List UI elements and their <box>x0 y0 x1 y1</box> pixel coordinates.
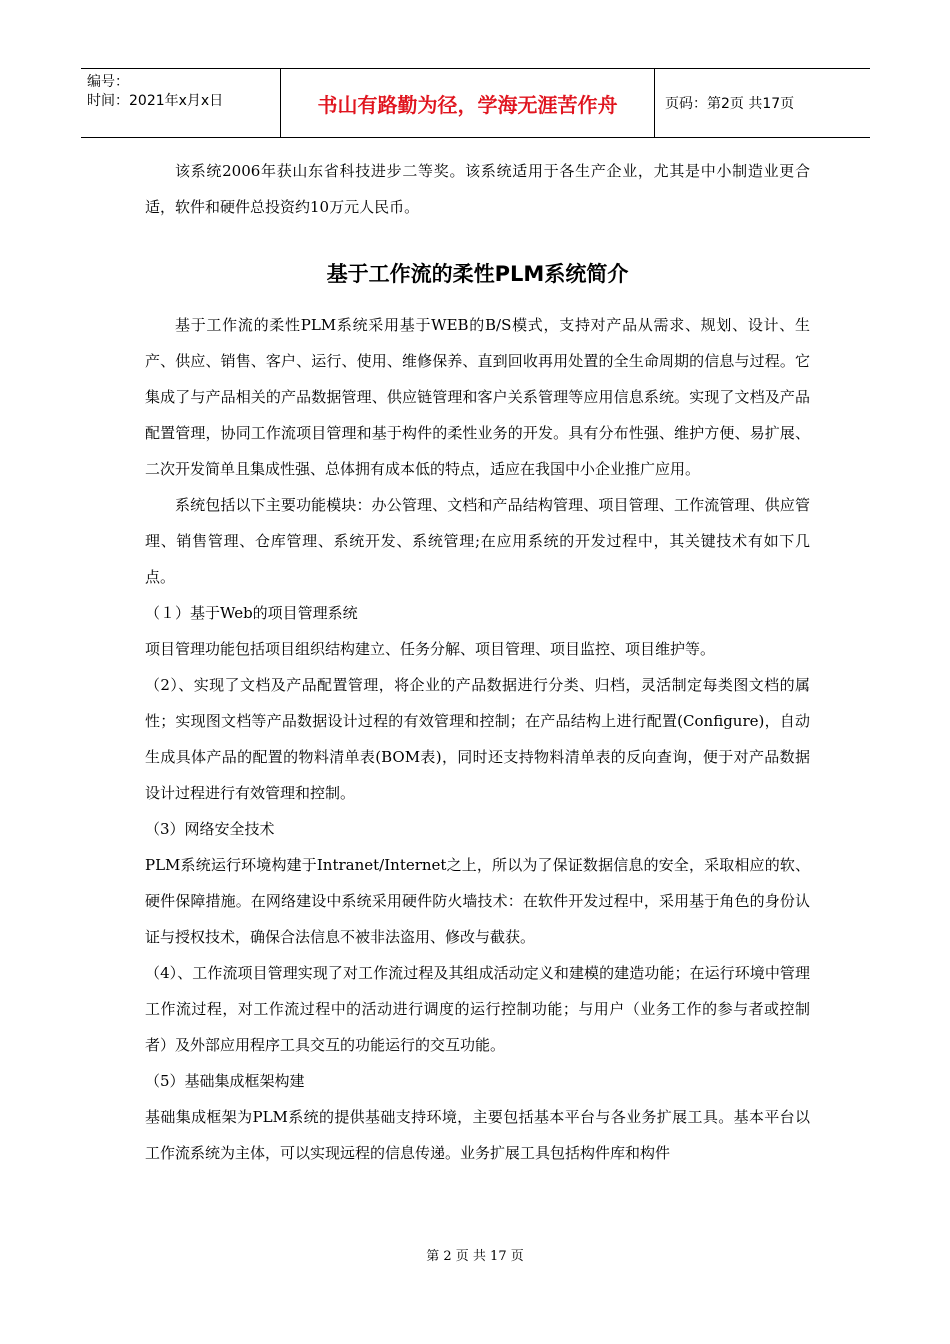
item1-title: （１）基于Web的项目管理系统 <box>145 604 358 622</box>
header-meta <box>81 69 281 137</box>
document-body <box>145 153 810 1171</box>
document-code-label: 编号： <box>87 74 129 90</box>
section-title: 基于工作流的柔性PLM系统简介 <box>326 262 629 286</box>
paragraph-overview: 基于工作流的柔性PLM系统采用基于WEB的B/S模式，支持对产品从需求、规划、设计、生产、供应、销售、客户、运行、使用、维修保养、直到回收再用处置的全生命周期的信息与过程。它集成了与产品相关的产品数据管理、供应链管理和客户关系管理等应用信息系统。实现了文档及产品配置管理，协同工作流项目管理和基于构件的柔性业务的开发。具有分布性强、维护方便、易扩展、二次开发简单且集成性强、总体拥有成本低的特点，适应在我国中小企业推广应用。 <box>145 316 810 478</box>
item3-text: PLM系统运行环境构建于Intranet/Internet之上，所以为了保证数据信息的安全，采取相应的软、硬件保障措施。在网络建设中系统采用硬件防火墙技术：在软件开发过程中，采用基于角色的身份认证与授权技术，确保合法信息不被非法盗用、修改与截获。 <box>145 856 810 946</box>
item4-text: （4）、工作流项目管理实现了对工作流过程及其组成活动定义和建模的建造功能；在运行环境中管理工作流过程，对工作流过程中的活动进行调度的运行控制功能；与用户（业务工作的参与者或控制者）及外部应用程序工具交互的功能运行的交互功能。 <box>145 964 810 1054</box>
item5-title: （5）基础集成框架构建 <box>145 1072 305 1090</box>
item1-text: 项目管理功能包括项目组织结构建立、任务分解、项目管理、项目监控、项目维护等。 <box>145 640 716 658</box>
header-motto: 书山有路勤为径，学海无涯苦作舟 <box>281 69 655 137</box>
header-page-number: 页码：第2页 共17页 <box>665 96 795 112</box>
item3-title: （3）网络安全技术 <box>145 820 275 838</box>
document-date: 时间：2021年x月x日 <box>87 93 224 109</box>
paragraph-modules: 系统包括以下主要功能模块：办公管理、文档和产品结构管理、项目管理、工作流管理、供应管理、销售管理、仓库管理、系统开发、系统管理;在应用系统的开发过程中，其关键技术有如下几点。 <box>145 496 810 586</box>
item2-text: （2）、实现了文档及产品配置管理，将企业的产品数据进行分类、归档，灵活制定每类图文档的属性；实现图文档等产品数据设计过程的有效管理和控制；在产品结构上进行配置(Configure)，自动生成具体产品的配置的物料清单表(BOM表)，同时还支持物料清单表的反向查询，便于对产品数据设计过程进行有效管理和控制。 <box>145 676 810 802</box>
item5-text: 基础集成框架为PLM系统的提供基础支持环境，主要包括基本平台与各业务扩展工具。基本平台以工作流系统为主体，可以实现远程的信息传递。业务扩展工具包括构件库和构件 <box>145 1108 810 1162</box>
page-footer: 第 2 页 共 17 页 <box>426 1249 524 1264</box>
page-header <box>81 68 870 138</box>
intro-paragraph: 该系统2006年获山东省科技进步二等奖。该系统适用于各生产企业，尤其是中小制造业更合适，软件和硬件总投资约10万元人民币。 <box>145 162 810 216</box>
